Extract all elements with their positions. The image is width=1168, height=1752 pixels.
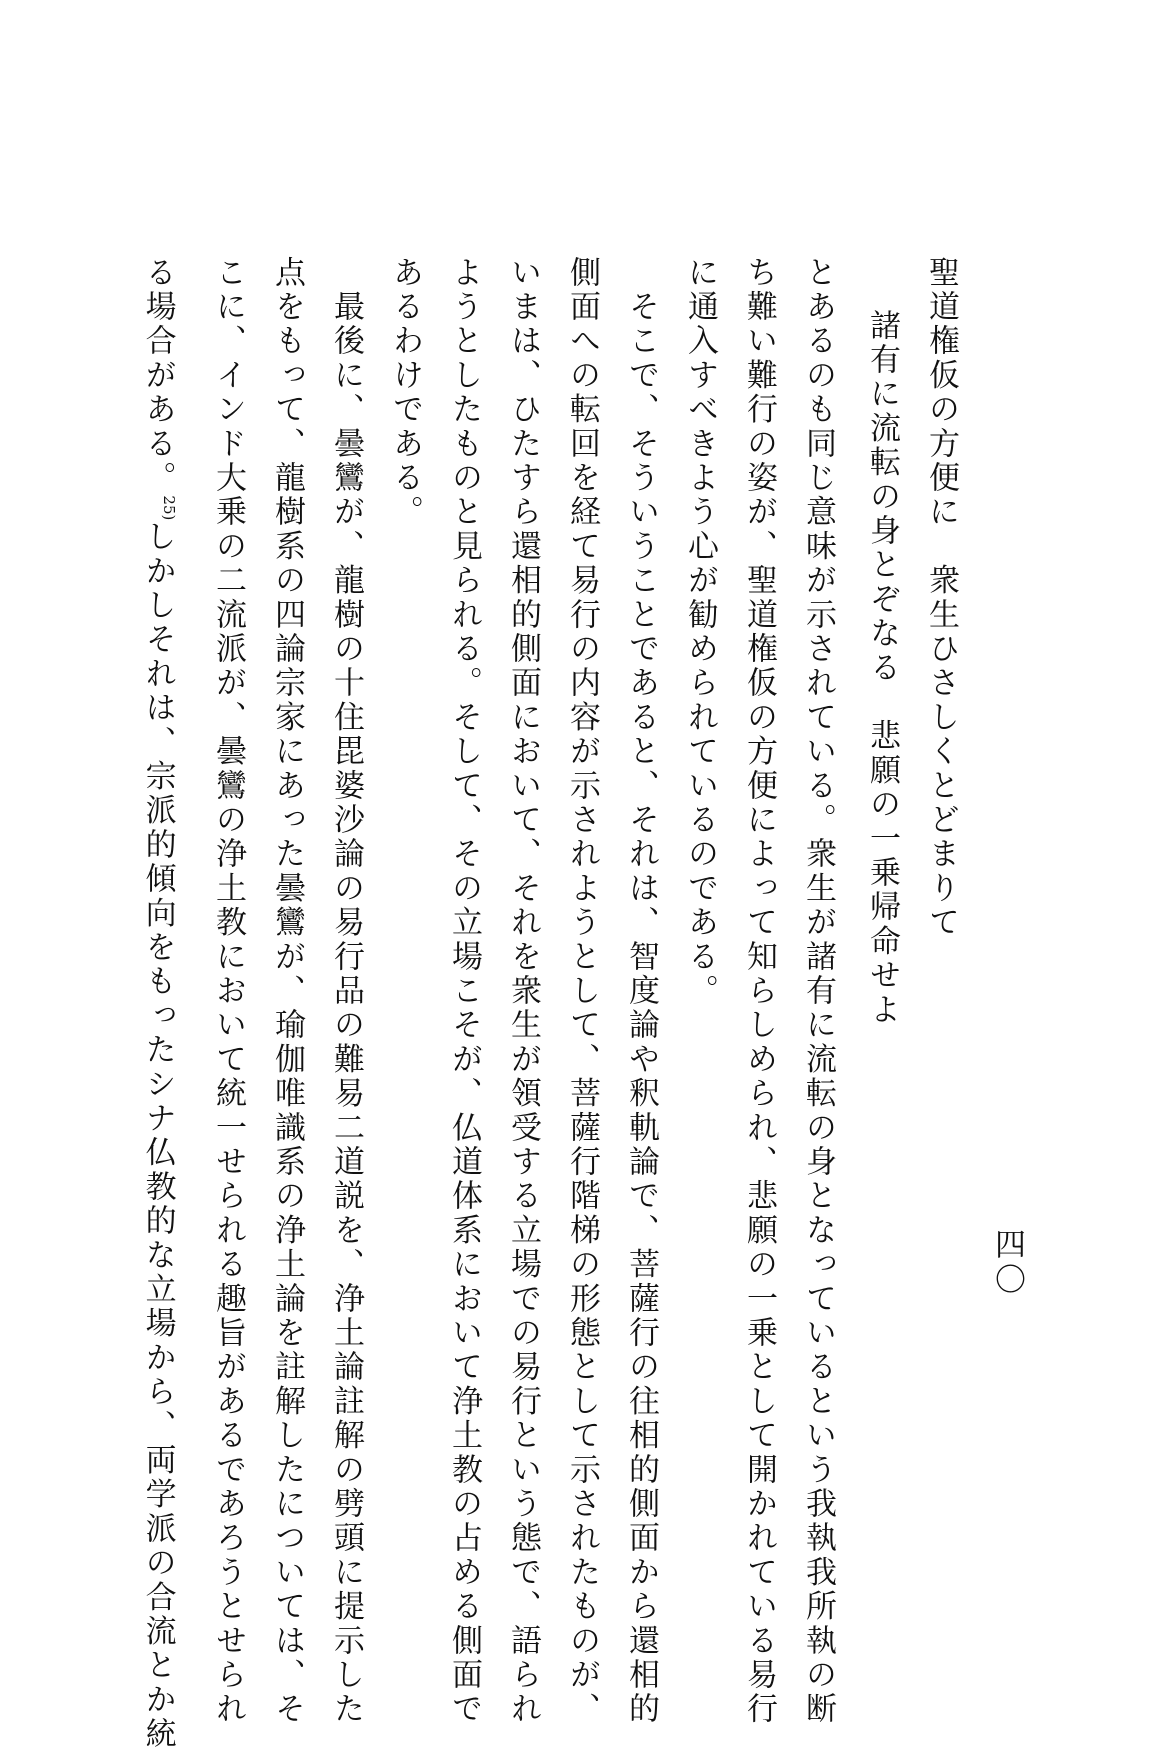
body-line-1: とあるのも同じ意味が示されている。衆生が諸有に流転の身となっているという我執我所執の断 bbox=[800, 256, 836, 1727]
body-line-12 bbox=[128, 256, 198, 1752]
verse-line-2-text: 諸有に流転の身とぞなる 悲願の一乗帰命せよ bbox=[864, 309, 900, 1028]
body-line-2: ち難い難行の姿が、聖道権仮の方便によって知らしめられ、悲願の一乗として開かれている易行 bbox=[741, 256, 777, 1727]
body-line-8: あるわけである。 bbox=[387, 256, 423, 530]
body-line-9: 最後に、曇鸞が、龍樹の十住毘婆沙論の易行品の難易二道説を、浄土論註解の劈頭に提示した bbox=[328, 256, 364, 1727]
page-number: 四〇 bbox=[989, 1228, 1025, 1298]
body-line-12-end: しかしそれは、宗派的傾向をもったシナ仏教的な立場から、両学派の合流とか統 bbox=[139, 520, 176, 1752]
body-line-11: こに、インド大乗の二流派が、曇鸞の浄土教において統一せられる趣旨があるであろうとせられ bbox=[210, 256, 246, 1727]
main-text bbox=[130, 256, 970, 1752]
body-line-12-start: る場合がある。 bbox=[139, 256, 176, 496]
verse-line-2 bbox=[852, 256, 911, 1556]
body-line-3: に通入すべきよう心が勧められているのである。 bbox=[682, 256, 718, 1009]
verse-line-1 bbox=[911, 256, 970, 1556]
body-line-5: 側面への転回を経て易行の内容が示されようとして、菩薩行階梯の形態として示されたものが、 bbox=[564, 256, 600, 1727]
body-line-10: 点をもって、龍樹系の四論宗家にあった曇鸞が、瑜伽唯識系の浄土論を註解したについては、そ bbox=[269, 256, 305, 1727]
body-line-6: いまは、ひたすら還相的側面において、それを衆生が領受する立場での易行という態で、語られ bbox=[505, 256, 541, 1727]
footnote-ref[interactable]: 25) bbox=[160, 495, 178, 521]
body-line-7: ようとしたものと見られる。そして、その立場こそが、仏道体系において浄土教の占める側面で bbox=[446, 256, 482, 1727]
verse-line-1-text: 聖道権仮の方便に 衆生ひさしくとどまりて bbox=[923, 256, 959, 940]
body-line-4: そこで、そういうことであると、それは、智度論や釈軌論で、菩薩行の往相的側面から還相的 bbox=[623, 256, 659, 1727]
